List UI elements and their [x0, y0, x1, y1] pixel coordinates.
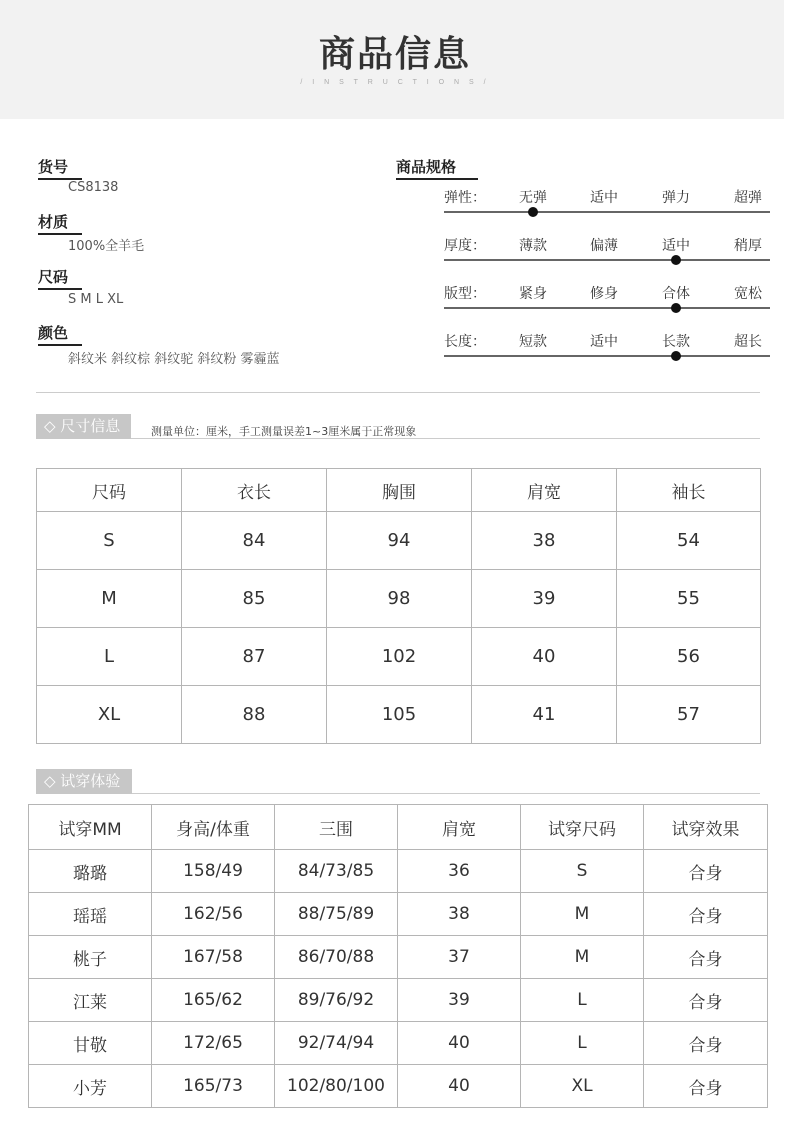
spec-row: [444, 331, 770, 371]
spec-option: 紧身: [519, 286, 547, 302]
table-cell: 94: [327, 512, 472, 570]
table-row: [29, 979, 768, 1022]
table-row: [29, 850, 768, 893]
table-cell: 合身: [644, 893, 768, 936]
table-cell: 84: [182, 512, 327, 570]
spec-selected-marker: [528, 207, 538, 217]
table-cell: 璐璐: [29, 850, 152, 893]
table-header-cell: 衣长: [182, 469, 327, 512]
table-header-cell: 尺码: [37, 469, 182, 512]
table-cell: 甘敬: [29, 1022, 152, 1065]
table-cell: 57: [617, 686, 761, 744]
table-cell: 165/73: [152, 1065, 275, 1108]
table-cell: 合身: [644, 1022, 768, 1065]
table-cell: 88/75/89: [275, 893, 398, 936]
table-cell: 37: [398, 936, 521, 979]
spec-selected-marker: [671, 255, 681, 265]
table-cell: 40: [398, 1065, 521, 1108]
table-cell: M: [521, 893, 644, 936]
table-cell: 158/49: [152, 850, 275, 893]
table-cell: 55: [617, 570, 761, 628]
material-value: 100%全羊毛: [68, 239, 145, 254]
table-header-cell: 袖长: [617, 469, 761, 512]
spec-selected-marker: [671, 351, 681, 361]
table-cell: 98: [327, 570, 472, 628]
table-cell: 合身: [644, 850, 768, 893]
table-cell: 167/58: [152, 936, 275, 979]
item-number-value: CS8138: [68, 180, 119, 195]
table-cell: 38: [472, 512, 617, 570]
table-cell: 92/74/94: [275, 1022, 398, 1065]
spec-selected-marker: [671, 303, 681, 313]
section-divider: [36, 392, 760, 393]
spec-scale-line: [444, 211, 770, 213]
table-cell: 36: [398, 850, 521, 893]
spec-scale-line: [444, 307, 770, 309]
table-cell: 172/65: [152, 1022, 275, 1065]
spec-title: 商品规格: [396, 158, 457, 176]
table-cell: 162/56: [152, 893, 275, 936]
table-cell: XL: [521, 1065, 644, 1108]
table-cell: 瑶瑶: [29, 893, 152, 936]
table-cell: 41: [472, 686, 617, 744]
try-table: [28, 804, 768, 1108]
spec-row: [444, 187, 770, 227]
table-cell: 合身: [644, 979, 768, 1022]
spec-option: 弹力: [662, 190, 690, 206]
table-row: [37, 512, 761, 570]
table-cell: 39: [472, 570, 617, 628]
table-cell: M: [37, 570, 182, 628]
spec-option: 宽松: [734, 286, 762, 302]
table-row: [37, 686, 761, 744]
table-cell: 合身: [644, 1065, 768, 1108]
table-cell: 合身: [644, 936, 768, 979]
spec-option: 适中: [590, 190, 618, 206]
table-cell: 86/70/88: [275, 936, 398, 979]
table-cell: 40: [472, 628, 617, 686]
table-header-row: [37, 469, 761, 512]
spec-option: 合体: [662, 286, 690, 302]
spec-option: 超弹: [734, 190, 762, 206]
page-title: 商品信息: [318, 34, 471, 75]
spec-row: [444, 283, 770, 323]
spec-scale-line: [444, 355, 770, 357]
table-cell: XL: [37, 686, 182, 744]
spec-option: 适中: [590, 334, 618, 350]
table-cell: S: [37, 512, 182, 570]
color-label: 颜色: [38, 324, 69, 342]
table-row: [29, 1065, 768, 1108]
table-header-cell: 试穿效果: [644, 805, 768, 850]
material-label: 材质: [38, 213, 69, 231]
table-cell: 87: [182, 628, 327, 686]
size-value: S M L XL: [68, 292, 124, 307]
spec-option: 稍厚: [734, 238, 762, 254]
item-number-label: 货号: [38, 158, 69, 176]
table-row: [37, 570, 761, 628]
table-cell: 84/73/85: [275, 850, 398, 893]
table-cell: 89/76/92: [275, 979, 398, 1022]
table-cell: 江莱: [29, 979, 152, 1022]
table-row: [29, 893, 768, 936]
spec-option: 长款: [662, 334, 690, 350]
size-label: 尺码: [38, 268, 69, 286]
table-row: [29, 1022, 768, 1065]
table-header-cell: 三围: [275, 805, 398, 850]
table-cell: 38: [398, 893, 521, 936]
table-header-cell: 试穿MM: [29, 805, 152, 850]
spec-option: 偏薄: [590, 238, 618, 254]
table-cell: 88: [182, 686, 327, 744]
table-header-cell: 胸围: [327, 469, 472, 512]
table-cell: M: [521, 936, 644, 979]
spec-row-label: 弹性：: [444, 190, 486, 206]
try-section-line: [132, 793, 760, 794]
table-cell: 小芳: [29, 1065, 152, 1108]
table-cell: 85: [182, 570, 327, 628]
table-cell: 54: [617, 512, 761, 570]
spec-option: 修身: [590, 286, 618, 302]
spec-row: [444, 235, 770, 275]
table-cell: 56: [617, 628, 761, 686]
table-header-cell: 试穿尺码: [521, 805, 644, 850]
table-row: [29, 936, 768, 979]
table-header-row: [29, 805, 768, 850]
spec-option: 薄款: [519, 238, 547, 254]
table-cell: 105: [327, 686, 472, 744]
table-cell: 桃子: [29, 936, 152, 979]
spec-option: 适中: [662, 238, 690, 254]
table-cell: 102/80/100: [275, 1065, 398, 1108]
table-cell: 39: [398, 979, 521, 1022]
spec-option: 短款: [519, 334, 547, 350]
table-cell: S: [521, 850, 644, 893]
spec-option: 超长: [734, 334, 762, 350]
table-cell: 102: [327, 628, 472, 686]
size-table: [36, 468, 761, 744]
table-cell: 40: [398, 1022, 521, 1065]
spec-row-label: 版型：: [444, 286, 486, 302]
spec-row-label: 长度：: [444, 334, 486, 350]
page-subtitle: / I N S T R U C T I O N S /: [300, 79, 490, 86]
table-cell: L: [521, 979, 644, 1022]
page-header: [0, 0, 784, 119]
table-header-cell: 肩宽: [398, 805, 521, 850]
table-cell: 165/62: [152, 979, 275, 1022]
size-section-tab: ◇ 尺寸信息: [36, 414, 131, 439]
table-cell: L: [521, 1022, 644, 1065]
spec-scale-line: [444, 259, 770, 261]
table-header-cell: 身高/体重: [152, 805, 275, 850]
spec-row-label: 厚度：: [444, 238, 486, 254]
color-value: 斜纹米 斜纹棕 斜纹驼 斜纹粉 雾霾蓝: [68, 352, 280, 367]
try-section-tab: ◇ 试穿体验: [36, 769, 132, 794]
table-header-cell: 肩宽: [472, 469, 617, 512]
table-row: [37, 628, 761, 686]
spec-option: 无弹: [519, 190, 547, 206]
table-cell: L: [37, 628, 182, 686]
size-section-note: 测量单位：厘米，手工测量误差1~3厘米属于正常现象: [151, 425, 417, 438]
